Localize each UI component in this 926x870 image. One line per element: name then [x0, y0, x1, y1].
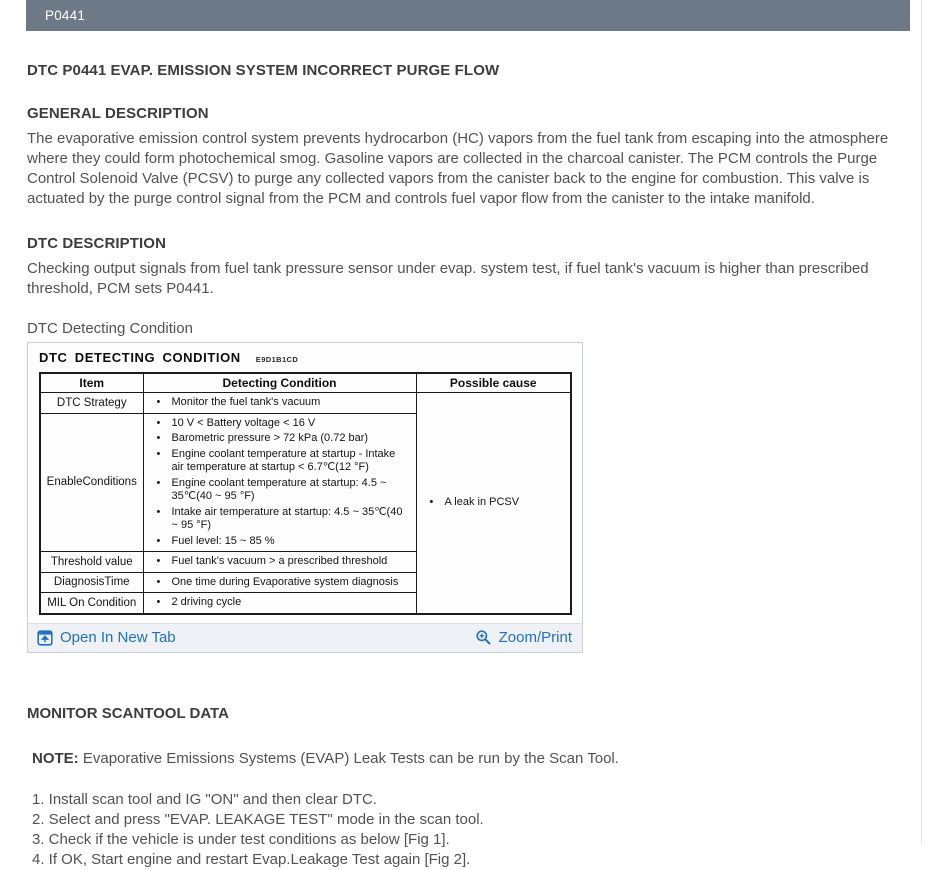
article-content: [27, 62, 903, 870]
item-threshold-value: Threshold value: [40, 552, 143, 573]
open-in-new-tab-link[interactable]: [37, 629, 176, 646]
open-in-new-tab-icon: [37, 630, 53, 646]
condition-item: • 10 V < Battery voltage < 16 V: [157, 416, 412, 432]
step-item: 4. If OK, Start engine and restart Evap.Leakage Test again [Fig 2].: [32, 850, 471, 868]
scan-title: DTC DETECTING CONDITION: [39, 350, 241, 365]
table-header-row: [40, 373, 571, 393]
dtc-description-text: Checking output signals from fuel tank pressure sensor under evap. system test, if fuel tank's vacuum is higher than prescribed threshold, PCM sets P0441.: [27, 260, 869, 297]
page-title: DTC P0441 EVAP. EMISSION SYSTEM INCORRECT PURGE FLOW: [27, 62, 500, 79]
dtc-condition-image-card: [27, 342, 583, 653]
zoom-print-label: Zoom/Print: [498, 629, 572, 646]
zoom-in-icon: [475, 629, 492, 646]
dtc-detecting-condition-table: [39, 372, 572, 615]
column-header-item: Item: [40, 373, 143, 393]
note-label: NOTE:: [32, 749, 79, 767]
possible-cause-item: • A leak in PCSV: [430, 495, 567, 511]
monitor-scantool-heading: MONITOR SCANTOOL DATA: [27, 704, 229, 722]
condition-item: • Engine coolant temperature at startup: 4.5 ~ 35℃(40 ~ 95 °F): [157, 476, 412, 505]
dtc-description-heading: DTC DESCRIPTION: [27, 235, 167, 252]
step-item: 2. Select and press "EVAP. LEAKAGE TEST" mode in the scan tool.: [32, 810, 484, 828]
scroll-area-edge: [921, 0, 922, 844]
scanned-table-image: [28, 343, 582, 623]
condition-item: • One time during Evaporative system diagnosis: [157, 575, 412, 591]
section-header-title: P0441: [45, 8, 86, 23]
column-header-detecting-condition: Detecting Condition: [143, 373, 416, 393]
condition-item: • Engine coolant temperature at startup - Intake air temperature at startup < 6.7℃(12 °F): [157, 447, 412, 476]
scan-code: E9D1B1CD: [255, 355, 299, 364]
item-enable-conditions: EnableConditions: [40, 413, 143, 552]
condition-item: • Barometric pressure > 72 kPa (0.72 bar): [157, 431, 412, 447]
condition-item: • 2 driving cycle: [157, 595, 412, 611]
condition-item: • Fuel level: 15 ~ 85 %: [157, 534, 412, 550]
open-in-new-tab-label: Open In New Tab: [60, 629, 176, 646]
step-item: 3. Check if the vehicle is under test conditions as below [Fig 1].: [32, 830, 450, 848]
scan-title-row: [39, 350, 570, 365]
step-item: 1. Install scan tool and IG "ON" and then clear DTC.: [32, 790, 377, 808]
note-text: Evaporative Emissions Systems (EVAP) Leak Tests can be run by the Scan Tool.: [82, 749, 619, 767]
item-dtc-strategy: DTC Strategy: [40, 393, 143, 414]
condition-item: • Monitor the fuel tank's vacuum: [157, 395, 412, 411]
item-diagnosis-time: DiagnosisTime: [40, 572, 143, 593]
item-mil-on-condition: MIL On Condition: [40, 593, 143, 614]
condition-item: • Fuel tank's vacuum > a prescribed threshold: [157, 554, 412, 570]
image-actions-bar: [28, 623, 582, 652]
figure-caption: DTC Detecting Condition: [27, 320, 193, 337]
section-header-bar: [26, 0, 910, 31]
table-row: [40, 393, 571, 414]
procedure-steps: [32, 790, 903, 870]
general-description-text: The evaporative emission control system prevents hydrocarbon (HC) vapors from the fuel tank from escaping into the atmosphere where they could form photochemical smog. Gasoline vapors are collected in the charcoal canister. The PCM controls the Purge Control Solenoid Valve (PCSV) to purge any collected vapors from the canister back to the engine for combustion. This valve is actuated by the purge control signal from the PCM and controls fuel vapor flow from the canister to the intake manifold.: [27, 130, 889, 207]
possible-cause-cell: [416, 393, 571, 614]
condition-item: • Intake air temperature at startup: 4.5 ~ 35℃(40 ~ 95 °F): [157, 505, 412, 534]
note-line: [32, 749, 903, 769]
column-header-possible-cause: Possible cause: [416, 373, 571, 393]
general-description-heading: GENERAL DESCRIPTION: [27, 105, 209, 122]
zoom-print-link[interactable]: [475, 629, 572, 646]
